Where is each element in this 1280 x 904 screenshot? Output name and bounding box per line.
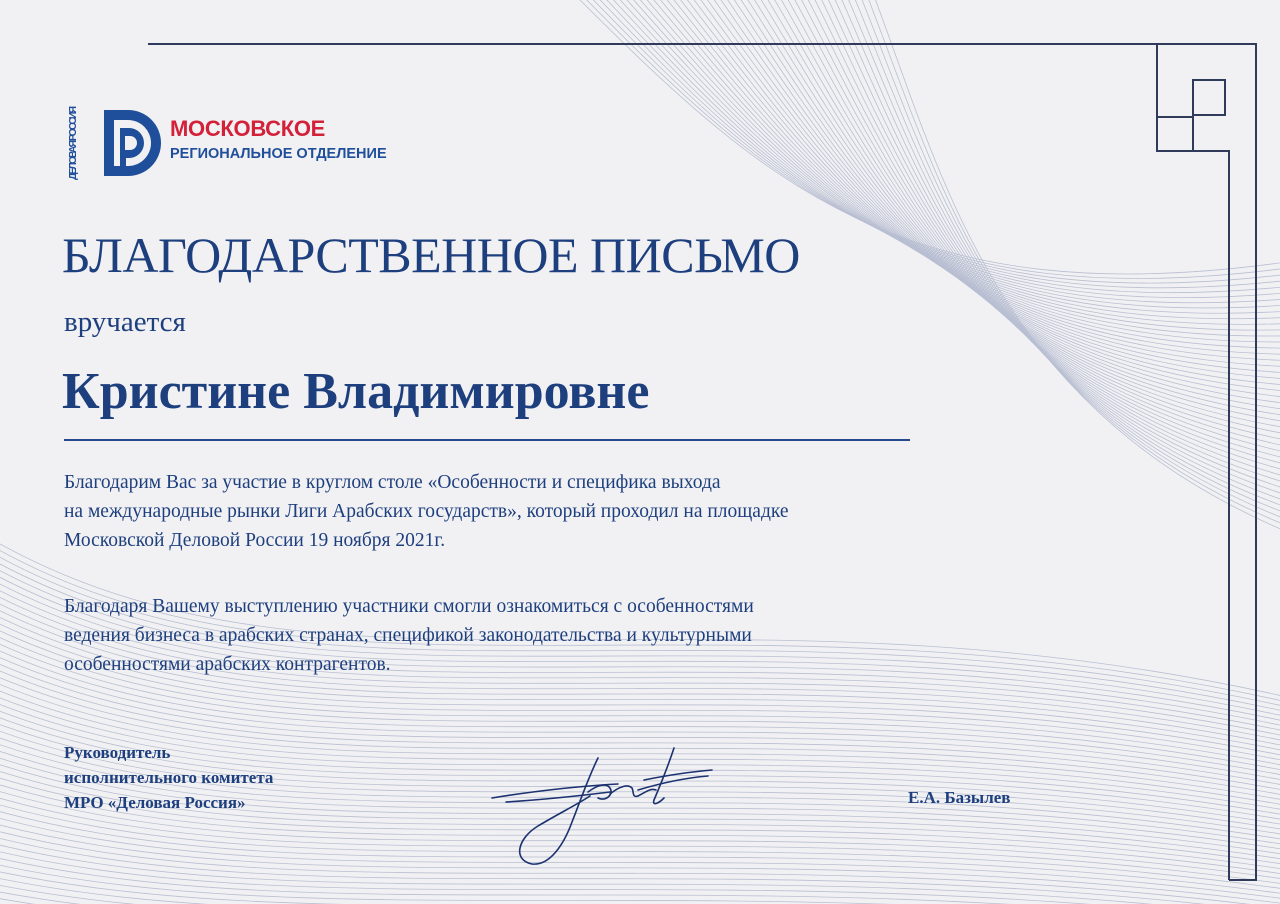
svg-text:ДЕЛОВАЯ РОССИЯ: ДЕЛОВАЯ РОССИЯ — [67, 106, 79, 180]
paragraph-line: Благодарим Вас за участие в круглом столе «Особенности и специфика выхода — [64, 472, 721, 493]
signer-position — [64, 740, 273, 815]
recipient-name: Кристине Владимировне — [62, 363, 650, 420]
logo-vertical-text — [64, 104, 92, 180]
paragraph-details — [64, 592, 1064, 679]
position-line: МРО «Деловая Россия» — [64, 793, 246, 812]
paragraph-line: ведения бизнеса в арабских странах, спецификой законодательства и культурными — [64, 625, 752, 646]
paragraph-line: на международные рынки Лиги Арабских государств», который проходил на площадке — [64, 501, 789, 522]
paragraph-line: особенностями арабских контрагентов. — [64, 654, 391, 675]
letter-title: БЛАГОДАРСТВЕННОЕ ПИСЬМО — [62, 227, 800, 283]
paragraph-line: Благодаря Вашему выступлению участники смогли ознакомиться с особенностями — [64, 596, 754, 617]
logo-subtitle: РЕГИОНАЛЬНОЕ ОТДЕЛЕНИЕ — [170, 146, 387, 162]
logo-title: МОСКОВСКОЕ — [170, 116, 326, 141]
paragraph-line: Московской Деловой России 19 ноября 2021г. — [64, 530, 446, 551]
organization-logo — [64, 104, 387, 184]
letter-subtitle: вручается — [64, 306, 186, 338]
recipient-underline — [64, 439, 910, 441]
paragraph-gratitude — [64, 468, 1064, 555]
handwritten-signature — [488, 742, 718, 872]
logo-mark-icon — [98, 106, 168, 180]
position-line: исполнительного комитета — [64, 768, 274, 787]
position-line: Руководитель — [64, 743, 171, 762]
signer-name: Е.А. Базылев — [908, 788, 1011, 807]
